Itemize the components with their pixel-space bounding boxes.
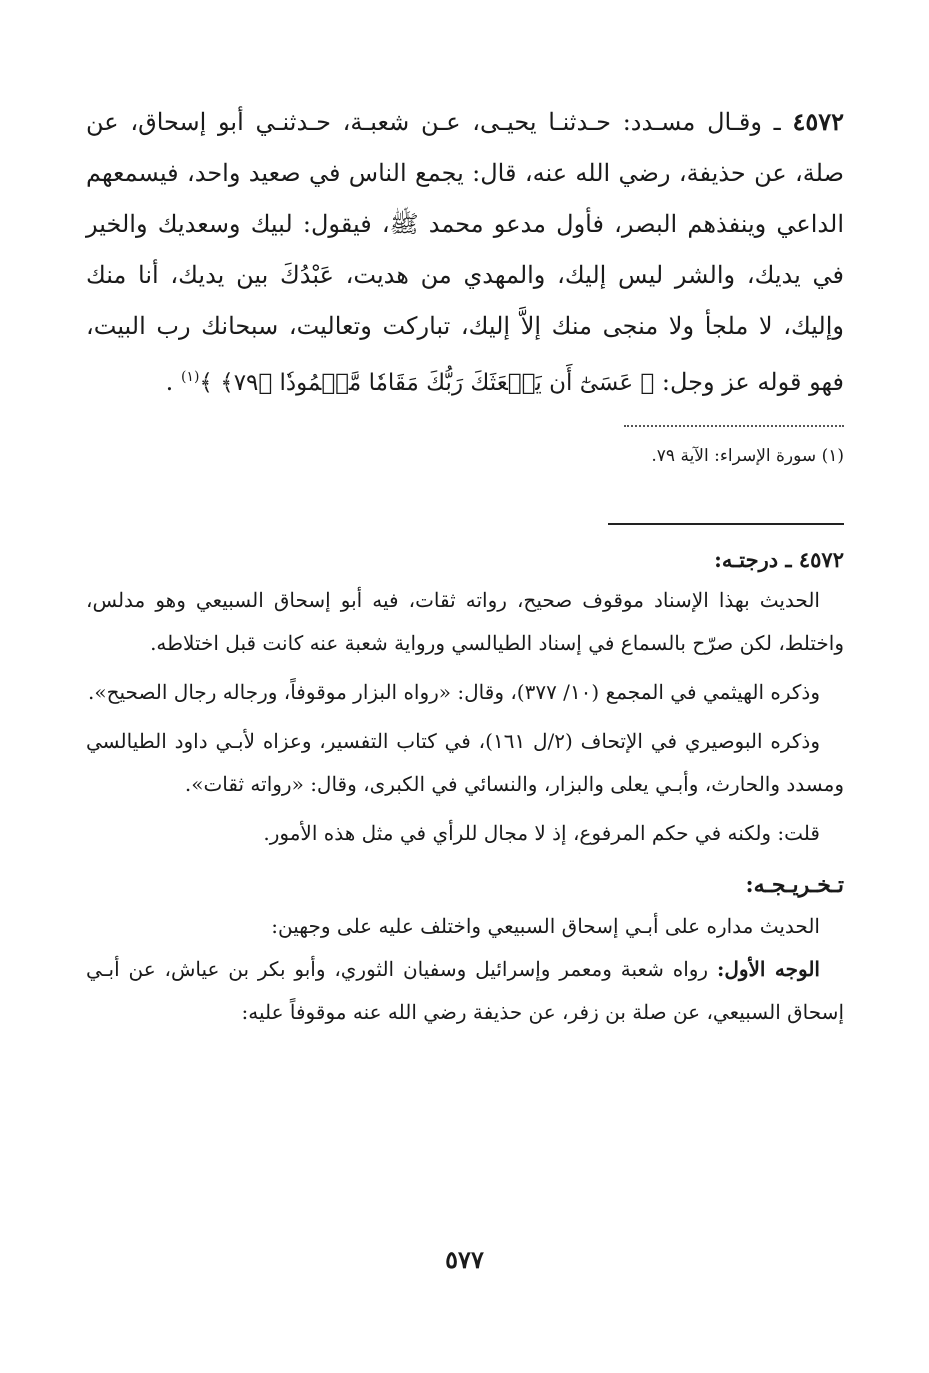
hadith-text	[86, 96, 844, 409]
page-number: ٥٧٧	[445, 1245, 484, 1274]
hadith-dash: ـ	[761, 108, 793, 136]
hadith-number: ٤٥٧٢	[792, 107, 844, 136]
grading-paragraph-2: وذكره الهيثمي في المجمع (١٠/ ٣٧٧)، وقال: «رواه البزار موقوفاً، ورجاله رجال الصحيح».	[88, 680, 820, 704]
first-aspect-text: رواه شعبة ومعمر وإسرائيل وسفيان الثوري، وأبو بكر بن عياش، عن أبـي إسحاق السبيعي، عن صلة بن زفر، عن حذيفة رضي الله عنه موقوفاً عليه:	[86, 957, 844, 1024]
footnote-reference: (١)	[180, 369, 200, 385]
footnote: (١) سورة الإسراء: الآية ٧٩.	[651, 446, 844, 466]
first-aspect-label: الوجه الأول:	[716, 957, 820, 981]
footnote-separator	[624, 425, 844, 427]
takhrij-paragraph-1: الحديث مداره على أبـي إسحاق السبيعي واختلف عليه على وجهين:	[271, 914, 820, 938]
takhrij-paragraph-2	[86, 948, 844, 1034]
quran-verse: ﴿ عَسَىٰٓ أَن يَبۡعَثَكَ رَبُّكَ مَقَامٗا مَّحۡمُودٗا ﴿٧٩﴾ ﴾	[199, 370, 655, 396]
hadith-body: وقـال مسـدد: حـدثنـا يحيـى، عـن شعبـة، حـدثنـي أبو إسحاق، عن صلة، عن حذيفة، رضي الله عنه، قال: يجمع الناس في صعيد واحد، فيسمعهم الداعي وينفذهم البصر، فأول مدعو محمد ﷺ، فيقول: لبيك وسعديك والخير في يديك، والشر ليس إليك، والمهدي من هديت، عَبْدُكَ بين يديك، أنا منك وإليك، لا ملجأ ولا منجى منك إلاَّ إليك، تباركت وتعاليت، سبحانك رب البيت، فهو قوله عز وجل:	[86, 108, 844, 396]
grading-paragraph-4: قلت: ولكنه في حكم المرفوع، إذ لا مجال للرأي في مثل هذه الأمور.	[263, 821, 820, 845]
grading-paragraph-3: وذكره البوصيري في الإتحاف (٢/ل ١٦١)، في كتاب التفسير، وعزاه لأبـي داود الطيالسي ومسدد والحارث، وأبـي يعلى والبزار، والنسائي في الكبرى، وقال: «رواته ثقات».	[86, 729, 844, 796]
hadith-end: .	[165, 368, 174, 396]
section-divider	[608, 523, 844, 525]
page-body	[86, 96, 844, 1034]
grading-heading: ٤٥٧٢ ـ درجتـه:	[714, 547, 844, 572]
grading-paragraph-1: الحديث بهذا الإسناد موقوف صحيح، رواته ثقات، فيه أبو إسحاق السبيعي وهو مدلس، واختلط، لكن صرّح بالسماع في إسناد الطيالسي ورواية شعبة عنه كانت قبل اختلاطه.	[86, 588, 844, 655]
takhrij-heading: تـخـريـجـه:	[745, 872, 844, 898]
